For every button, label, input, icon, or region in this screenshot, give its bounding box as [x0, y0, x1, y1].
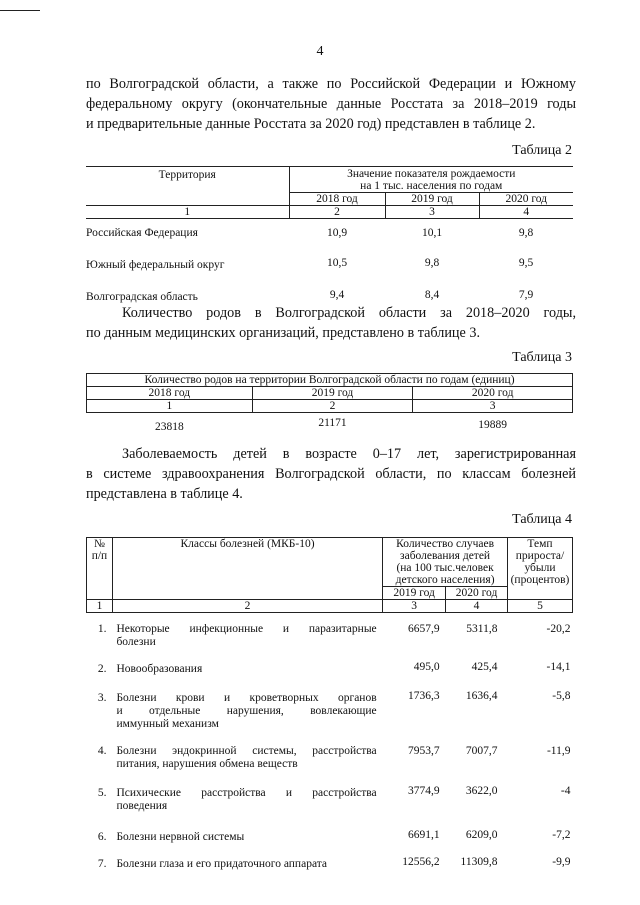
- text-line: болезни: [116, 636, 156, 648]
- col-number: 3: [385, 206, 479, 219]
- rate-cell: -14,1: [546, 661, 571, 673]
- table4-header-num: [87, 538, 113, 600]
- table3-header: Количество родов на территории Волгоградской области по годам (единиц): [87, 374, 573, 387]
- disease-class: [112, 649, 382, 676]
- disease-class: [112, 771, 382, 813]
- table4-year: 2019 год: [383, 587, 446, 600]
- text-line: Болезни крови и кроветворных органов: [116, 692, 377, 704]
- header-line: убыли: [524, 562, 556, 574]
- table-row: [86, 219, 573, 248]
- value-cell: 10,5: [326, 257, 348, 269]
- table2-year: 2018 год: [289, 193, 385, 206]
- value-2020: 5311,8: [466, 623, 498, 635]
- table-row: [86, 247, 573, 279]
- row-number: 6.: [97, 831, 107, 843]
- text-line: по Волгоградской области, а также по Российской Федерации и Южному: [86, 76, 576, 92]
- value-2020: 425,4: [471, 661, 498, 673]
- header-line: Темп: [527, 538, 553, 550]
- disease-class: [112, 613, 382, 650]
- disease-class: [112, 813, 382, 844]
- row-number: 5.: [97, 787, 107, 799]
- table-row: [87, 649, 573, 676]
- table4-header-class: Классы болезней (МКБ-10): [112, 538, 382, 600]
- value-cell: 9,4: [329, 289, 345, 301]
- text-line: иммунный механизм: [116, 718, 219, 730]
- header-line: (процентов): [510, 574, 570, 586]
- table4-header-rate: [507, 538, 572, 600]
- value-2019: 7953,7: [407, 745, 440, 757]
- table4-year: 2020 год: [446, 587, 508, 600]
- text-line: Заболеваемость детей в возрасте 0–17 лет, зарегистрированная: [122, 446, 576, 462]
- row-number: 2.: [97, 663, 107, 675]
- header-line: детского населения): [395, 574, 495, 586]
- text-line: представлена в таблице 4.: [86, 486, 243, 502]
- text-line: питания, нарушения обмена веществ: [116, 758, 298, 770]
- col-number: 5: [507, 600, 572, 613]
- value-cell: 23818: [154, 421, 184, 433]
- table3-year: 2018 год: [87, 387, 253, 400]
- rate-cell: -9,9: [552, 856, 571, 868]
- value-2020: 7007,7: [465, 745, 498, 757]
- col-number: 4: [446, 600, 508, 613]
- scan-corner-line: [0, 10, 40, 11]
- value-2020: 3622,0: [465, 785, 498, 797]
- rate-cell: -4: [560, 785, 571, 797]
- value-2019: 6657,9: [407, 623, 440, 635]
- text-line: федеральному округу (окончательные данные Росстата за 2018–2019 годы: [86, 96, 576, 112]
- value-cell: 9,8: [424, 257, 440, 269]
- row-number: 3.: [97, 692, 107, 704]
- intro-paragraph: [86, 74, 576, 134]
- page-number: 4: [316, 44, 324, 59]
- text-line: и отдельные нарушения, вовлекающие: [116, 705, 377, 717]
- rate-cell: -7,2: [552, 829, 571, 841]
- rate-cell: -20,2: [546, 623, 571, 635]
- territory-name: Волгоградская область: [86, 291, 198, 303]
- table3-year: 2019 год: [252, 387, 413, 400]
- text-line: Новообразования: [116, 663, 203, 675]
- disease-class: [112, 731, 382, 771]
- value-2019: 495,0: [413, 661, 440, 673]
- col-number: 1: [87, 400, 253, 413]
- col-number: 3: [383, 600, 446, 613]
- value-2020: 6209,0: [465, 829, 498, 841]
- morbidity-paragraph: [86, 444, 576, 504]
- territory-name: Южный федеральный округ: [86, 259, 225, 271]
- text-line: по данным медицинских организаций, представлено в таблице 3.: [86, 325, 480, 341]
- value-cell: 10,1: [421, 227, 443, 239]
- header-line: прироста/: [515, 550, 565, 562]
- header-line: п/п: [91, 550, 108, 562]
- table3-year: 2020 год: [413, 387, 573, 400]
- header-line: Значение показателя рождаемости: [347, 168, 516, 180]
- header-line: №: [93, 538, 105, 550]
- disease-class: [112, 844, 382, 871]
- col-number: 4: [479, 206, 573, 219]
- col-number: 2: [252, 400, 413, 413]
- value-2019: 3774,9: [407, 785, 440, 797]
- text-line: Болезни эндокринной системы, расстройства: [116, 745, 377, 757]
- table-row: [87, 844, 573, 871]
- value-2020: 1636,4: [465, 690, 498, 702]
- header-line: Количество случаев: [396, 538, 495, 550]
- col-number: 1: [86, 206, 289, 219]
- table2-year: 2019 год: [385, 193, 479, 206]
- table3-caption: Таблица 3: [512, 350, 572, 365]
- table-row: [87, 413, 573, 436]
- value-cell: 21171: [318, 417, 347, 429]
- value-2020: 11309,8: [460, 856, 498, 868]
- text-line: в системе здравоохранения Волгоградской области, по классам болезней: [86, 466, 576, 482]
- text-line: поведения: [116, 800, 168, 812]
- value-cell: 19889: [478, 419, 508, 431]
- table2-birth-rate: [86, 166, 573, 311]
- value-cell: 9,5: [518, 257, 534, 269]
- value-2019: 12556,2: [402, 856, 440, 868]
- text-line: Количество родов в Волгоградской области за 2018–2020 годы,: [122, 305, 576, 321]
- text-line: и предварительные данные Росстата за 2020 год) представлен в таблице 2.: [86, 116, 536, 132]
- col-number: 1: [87, 600, 113, 613]
- value-2019: 1736,3: [407, 690, 440, 702]
- table2-header-territory: Территория: [86, 167, 289, 206]
- table-row: [87, 676, 573, 731]
- row-number: 4.: [97, 745, 107, 757]
- table-row: [87, 771, 573, 813]
- header-line: заболевания детей: [400, 550, 491, 562]
- row-number: 1.: [97, 623, 107, 635]
- value-cell: 7,9: [518, 289, 534, 301]
- value-2019: 6691,1: [407, 829, 440, 841]
- row-number: 7.: [97, 858, 107, 870]
- value-cell: 9,8: [518, 227, 534, 239]
- table-row: [87, 731, 573, 771]
- births-paragraph: [86, 303, 576, 343]
- table3-births: [86, 373, 573, 435]
- table4-caption: Таблица 4: [512, 512, 572, 527]
- table4-header-count: [383, 538, 508, 587]
- col-number: 2: [289, 206, 385, 219]
- col-number: 2: [112, 600, 382, 613]
- disease-class: [112, 676, 382, 731]
- value-cell: 8,4: [424, 289, 440, 301]
- text-line: Психические расстройства и расстройства: [116, 787, 377, 799]
- territory-name: Российская Федерация: [86, 227, 198, 239]
- table4-morbidity: [86, 537, 573, 871]
- table-row: [87, 613, 573, 650]
- text-line: Болезни глаза и его придаточного аппарата: [116, 858, 328, 870]
- table2-header-value: [289, 167, 573, 193]
- value-cell: 10,9: [326, 227, 348, 239]
- header-line: (на 100 тыс.человек: [396, 562, 494, 574]
- table-row: [87, 813, 573, 844]
- table2-caption: Таблица 2: [512, 143, 572, 158]
- text-line: Некоторые инфекционные и паразитарные: [116, 623, 377, 635]
- rate-cell: -5,8: [552, 690, 571, 702]
- col-number: 3: [413, 400, 573, 413]
- table2-year: 2020 год: [479, 193, 573, 206]
- header-line: на 1 тыс. населения по годам: [360, 180, 503, 192]
- text-line: Болезни нервной системы: [116, 831, 245, 843]
- rate-cell: -11,9: [546, 745, 571, 757]
